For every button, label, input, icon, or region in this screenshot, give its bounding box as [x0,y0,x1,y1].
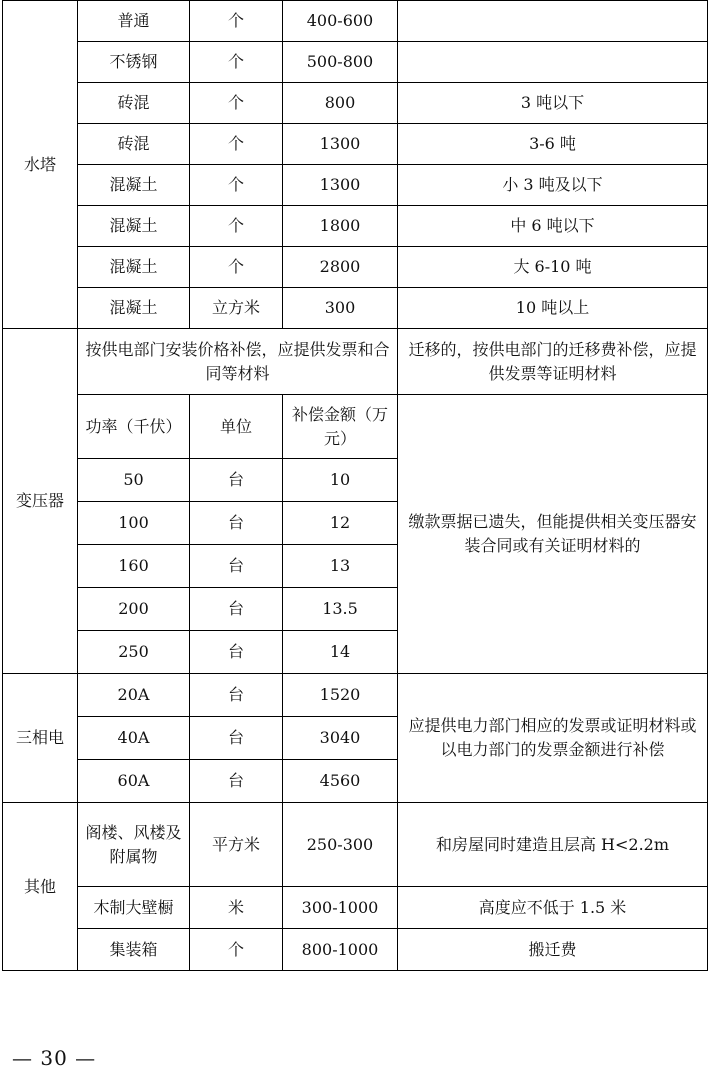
item-amount: 250-300 [283,803,398,887]
item-name: 木制大壁橱 [78,887,190,929]
item-amount: 12 [283,502,398,545]
item-name: 40A [78,717,190,760]
table-row [3,329,708,395]
item-note: 大 6-10 吨 [398,247,708,288]
item-unit: 个 [190,206,283,247]
category-other: 其他 [3,803,78,971]
header-amount: 补偿金额（万元） [283,395,398,459]
item-note [398,42,708,83]
item-name: 砖混 [78,124,190,165]
table-row [3,395,708,459]
item-amount: 1800 [283,206,398,247]
item-power: 160 [78,545,190,588]
item-unit: 台 [190,459,283,502]
item-name: 普通 [78,1,190,42]
item-name: 阁楼、风楼及附属物 [78,803,190,887]
item-name: 60A [78,760,190,803]
item-note: 3 吨以下 [398,83,708,124]
item-note: 和房屋同时建造且层高 H<2.2m [398,803,708,887]
item-name: 不锈钢 [78,42,190,83]
table-row [3,165,708,206]
item-amount: 800 [283,83,398,124]
item-unit: 台 [190,674,283,717]
item-note: 高度应不低于 1.5 米 [398,887,708,929]
transformer-intro-right: 迁移的，按供电部门的迁移费补偿，应提供发票等证明材料 [398,329,708,395]
item-unit: 个 [190,83,283,124]
table-row [3,83,708,124]
page-number: — 30 — [12,1046,97,1070]
item-amount: 300 [283,288,398,329]
header-power: 功率（千伏） [78,395,190,459]
three-phase-note: 应提供电力部门相应的发票或证明材料或以电力部门的发票金额进行补偿 [398,674,708,803]
category-transformer: 变压器 [3,329,78,674]
category-three-phase: 三相电 [3,674,78,803]
item-power: 250 [78,631,190,674]
item-amount: 10 [283,459,398,502]
item-amount: 300-1000 [283,887,398,929]
item-amount: 13 [283,545,398,588]
table-row [3,887,708,929]
item-unit: 台 [190,760,283,803]
item-amount: 14 [283,631,398,674]
item-amount: 1520 [283,674,398,717]
transformer-note: 缴款票据已遗失，但能提供相关变压器安装合同或有关证明材料的 [398,395,708,674]
item-unit: 台 [190,545,283,588]
item-amount: 800-1000 [283,929,398,971]
item-amount: 3040 [283,717,398,760]
item-name: 混凝土 [78,247,190,288]
item-name: 混凝土 [78,165,190,206]
item-unit: 个 [190,1,283,42]
table-row [3,929,708,971]
table-row [3,206,708,247]
table-row [3,803,708,887]
item-amount: 4560 [283,760,398,803]
item-unit: 台 [190,588,283,631]
item-name: 砖混 [78,83,190,124]
item-amount: 400-600 [283,1,398,42]
item-note: 10 吨以上 [398,288,708,329]
table-row [3,288,708,329]
item-unit: 米 [190,887,283,929]
item-note: 小 3 吨及以下 [398,165,708,206]
item-unit: 个 [190,42,283,83]
item-unit: 台 [190,631,283,674]
item-unit: 平方米 [190,803,283,887]
item-note: 3-6 吨 [398,124,708,165]
item-name: 混凝土 [78,206,190,247]
table-row [3,1,708,42]
item-name: 混凝土 [78,288,190,329]
item-note: 搬迁费 [398,929,708,971]
table-row [3,124,708,165]
item-amount: 2800 [283,247,398,288]
item-power: 200 [78,588,190,631]
item-name: 集装箱 [78,929,190,971]
table-row [3,674,708,717]
item-unit: 个 [190,247,283,288]
transformer-intro-left: 按供电部门安装价格补偿，应提供发票和合同等材料 [78,329,398,395]
item-unit: 台 [190,717,283,760]
item-unit: 个 [190,929,283,971]
item-unit: 个 [190,165,283,206]
item-amount: 500-800 [283,42,398,83]
item-unit: 个 [190,124,283,165]
item-amount: 1300 [283,124,398,165]
item-amount: 13.5 [283,588,398,631]
item-amount: 1300 [283,165,398,206]
item-note [398,1,708,42]
item-unit: 立方米 [190,288,283,329]
header-unit: 单位 [190,395,283,459]
item-power: 50 [78,459,190,502]
table-row [3,247,708,288]
item-power: 100 [78,502,190,545]
item-note: 中 6 吨以下 [398,206,708,247]
item-name: 20A [78,674,190,717]
table-row [3,42,708,83]
item-unit: 台 [190,502,283,545]
compensation-table [2,0,708,971]
category-water-tower: 水塔 [3,1,78,329]
